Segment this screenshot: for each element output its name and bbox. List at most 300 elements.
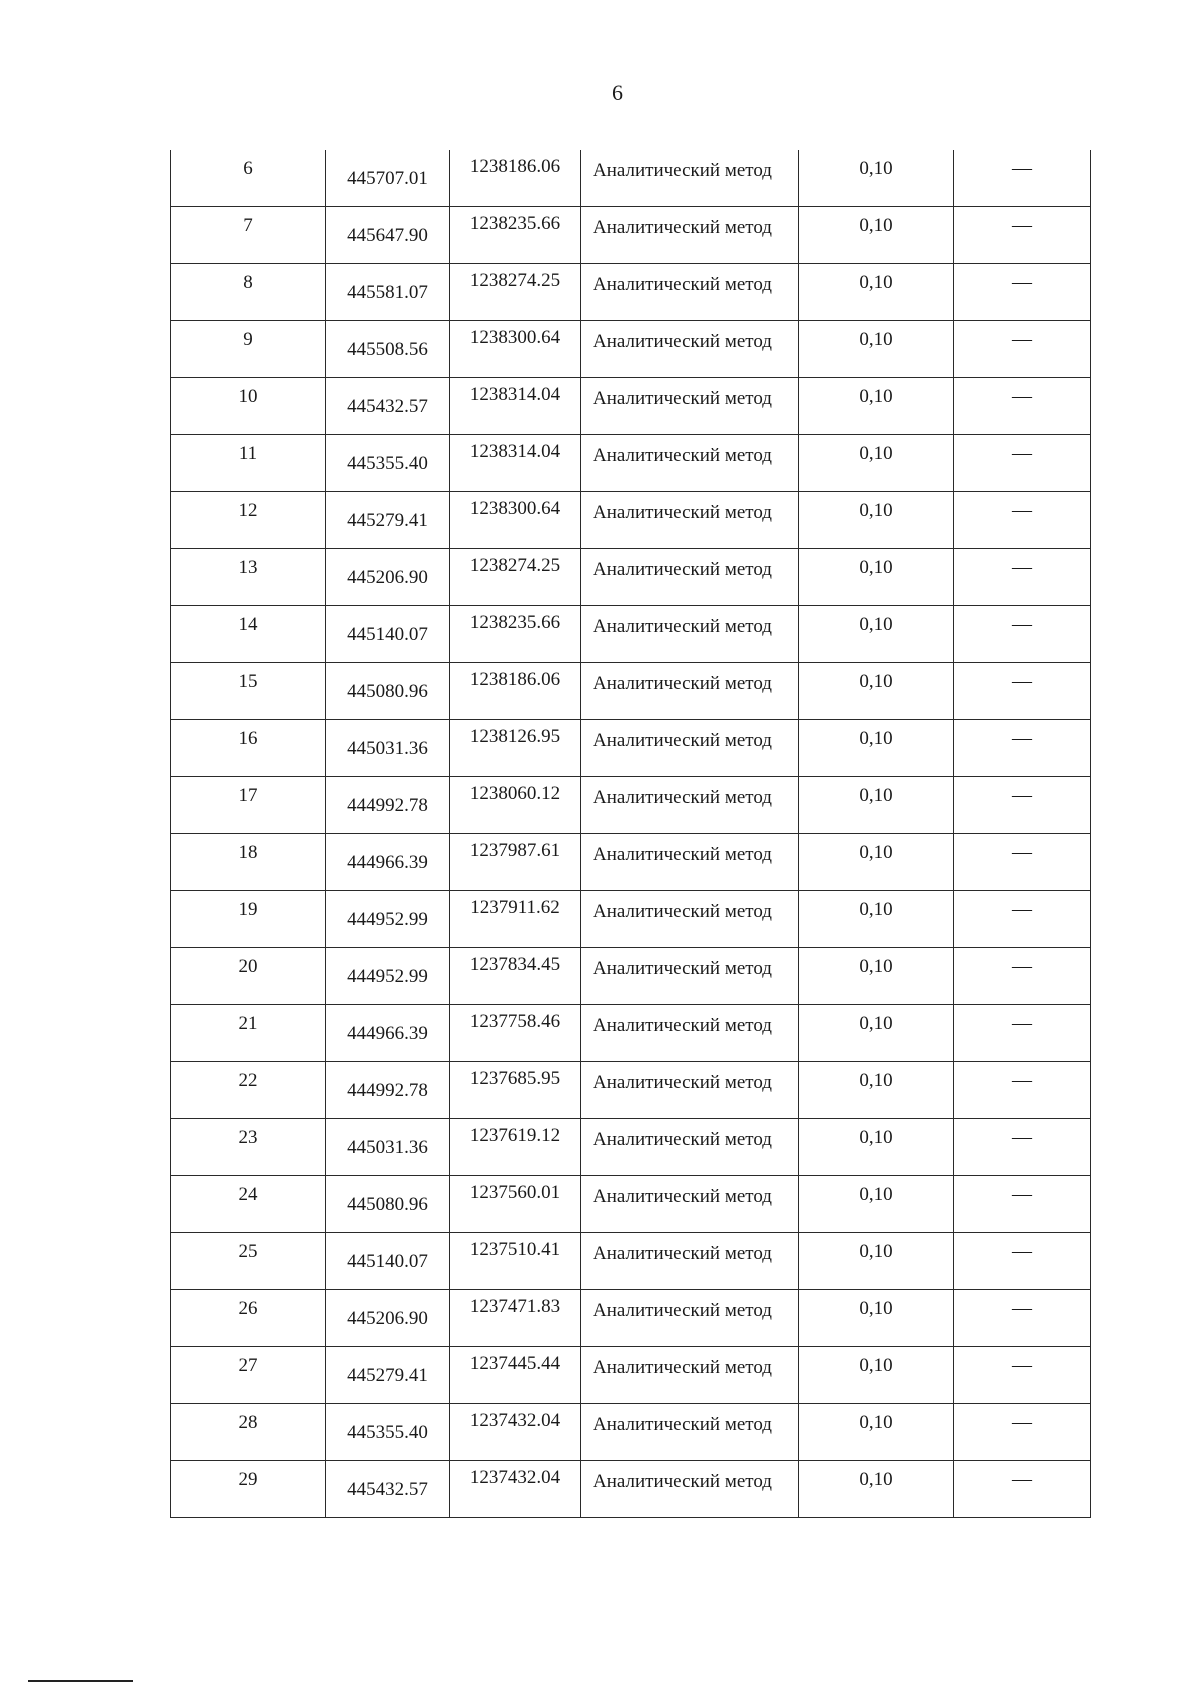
note-cell-text: — (1012, 1240, 1032, 1262)
table-row (171, 777, 1091, 834)
coordinate-y-cell-text: 1238274.25 (469, 270, 561, 291)
accuracy-cell (799, 378, 954, 435)
point-number-cell-text: 13 (238, 557, 258, 578)
note-cell-text: — (1012, 385, 1032, 407)
footer-divider (28, 1680, 133, 1682)
note-cell (954, 264, 1091, 321)
coordinate-x-cell-text: 445080.96 (347, 681, 428, 702)
method-cell (581, 321, 799, 378)
method-cell-text: Аналитический метод (593, 958, 772, 979)
accuracy-cell-text: 0,10 (859, 443, 893, 464)
note-cell (954, 1461, 1091, 1518)
note-cell-text: — (1012, 841, 1032, 863)
point-number-cell-text: 11 (238, 443, 258, 464)
point-number-cell (171, 606, 326, 663)
coordinate-x-cell (326, 1119, 450, 1176)
note-cell-text: — (1012, 1012, 1032, 1034)
method-cell (581, 777, 799, 834)
coordinate-x-cell-text: 445355.40 (347, 1422, 428, 1443)
note-cell (954, 435, 1091, 492)
method-cell-text: Аналитический метод (593, 217, 772, 238)
method-cell-text: Аналитический метод (593, 502, 772, 523)
accuracy-cell-text: 0,10 (859, 1298, 893, 1319)
method-cell-text: Аналитический метод (593, 1243, 772, 1264)
coordinate-x-cell (326, 1461, 450, 1518)
accuracy-cell (799, 720, 954, 777)
point-number-cell-text: 10 (238, 386, 258, 407)
note-cell-text: — (1012, 442, 1032, 464)
accuracy-cell (799, 1404, 954, 1461)
method-cell (581, 1062, 799, 1119)
method-cell-text: Аналитический метод (593, 1471, 772, 1492)
accuracy-cell (799, 492, 954, 549)
coordinate-y-cell-text: 1238186.06 (469, 156, 561, 177)
coordinate-x-cell-text: 445647.90 (347, 225, 428, 246)
method-cell (581, 264, 799, 321)
method-cell-text: Аналитический метод (593, 160, 772, 181)
point-number-cell-text: 21 (238, 1013, 258, 1034)
coordinate-x-cell (326, 492, 450, 549)
method-cell-text: Аналитический метод (593, 1414, 772, 1435)
note-cell-text: — (1012, 727, 1032, 749)
point-number-cell (171, 207, 326, 264)
point-number-cell (171, 378, 326, 435)
note-cell (954, 150, 1091, 207)
method-cell (581, 891, 799, 948)
note-cell (954, 1290, 1091, 1347)
accuracy-cell (799, 207, 954, 264)
coordinate-y-cell-text: 1238235.66 (469, 612, 561, 633)
point-number-cell-text: 23 (238, 1127, 258, 1148)
table-row (171, 378, 1091, 435)
method-cell (581, 1461, 799, 1518)
accuracy-cell (799, 891, 954, 948)
point-number-cell-text: 6 (243, 158, 253, 179)
accuracy-cell (799, 1233, 954, 1290)
coordinate-y-cell (450, 1404, 581, 1461)
accuracy-cell-text: 0,10 (859, 1412, 893, 1433)
accuracy-cell-text: 0,10 (859, 272, 893, 293)
coordinate-y-cell-text: 1237445.44 (469, 1353, 561, 1374)
coordinate-x-cell (326, 1062, 450, 1119)
coordinate-y-cell-text: 1237471.83 (469, 1296, 561, 1317)
note-cell (954, 606, 1091, 663)
method-cell (581, 606, 799, 663)
note-cell (954, 720, 1091, 777)
note-cell-text: — (1012, 1183, 1032, 1205)
point-number-cell (171, 264, 326, 321)
coordinate-y-cell (450, 1290, 581, 1347)
coordinate-x-cell (326, 150, 450, 207)
method-cell (581, 720, 799, 777)
coordinate-x-cell-text: 445140.07 (347, 1251, 428, 1272)
note-cell (954, 1233, 1091, 1290)
coordinate-x-cell-text: 444992.78 (347, 795, 428, 816)
coordinate-x-cell-text: 444992.78 (347, 1080, 428, 1101)
table-row (171, 1233, 1091, 1290)
coordinate-x-cell (326, 663, 450, 720)
accuracy-cell (799, 777, 954, 834)
table-row (171, 1005, 1091, 1062)
table-row (171, 321, 1091, 378)
method-cell-text: Аналитический метод (593, 730, 772, 751)
accuracy-cell-text: 0,10 (859, 728, 893, 749)
coordinate-x-cell-text: 444952.99 (347, 909, 428, 930)
coordinate-y-cell (450, 207, 581, 264)
coordinate-y-cell-text: 1237432.04 (469, 1410, 561, 1431)
coordinate-x-cell-text: 444952.99 (347, 966, 428, 987)
accuracy-cell-text: 0,10 (859, 899, 893, 920)
accuracy-cell (799, 1176, 954, 1233)
coordinate-x-cell (326, 378, 450, 435)
table-row (171, 663, 1091, 720)
coordinate-y-cell-text: 1238235.66 (469, 213, 561, 234)
accuracy-cell (799, 549, 954, 606)
method-cell (581, 492, 799, 549)
point-number-cell (171, 321, 326, 378)
method-cell (581, 1005, 799, 1062)
method-cell (581, 435, 799, 492)
coordinate-x-cell (326, 720, 450, 777)
coordinates-table-body (171, 150, 1091, 1518)
note-cell (954, 1347, 1091, 1404)
coordinate-y-cell (450, 1062, 581, 1119)
accuracy-cell (799, 1119, 954, 1176)
method-cell-text: Аналитический метод (593, 388, 772, 409)
point-number-cell (171, 777, 326, 834)
coordinate-y-cell (450, 1176, 581, 1233)
table-row (171, 948, 1091, 1005)
note-cell-text: — (1012, 499, 1032, 521)
table-row (171, 1461, 1091, 1518)
point-number-cell-text: 26 (238, 1298, 258, 1319)
method-cell (581, 1404, 799, 1461)
method-cell (581, 1176, 799, 1233)
point-number-cell-text: 22 (238, 1070, 258, 1091)
note-cell (954, 1176, 1091, 1233)
method-cell (581, 150, 799, 207)
coordinate-y-cell (450, 378, 581, 435)
point-number-cell (171, 948, 326, 1005)
accuracy-cell (799, 606, 954, 663)
coordinate-y-cell (450, 321, 581, 378)
method-cell-text: Аналитический метод (593, 1129, 772, 1150)
point-number-cell (171, 663, 326, 720)
coordinate-x-cell-text: 445080.96 (347, 1194, 428, 1215)
coordinate-x-cell (326, 435, 450, 492)
coordinate-y-cell (450, 777, 581, 834)
table-row (171, 1062, 1091, 1119)
coordinate-y-cell (450, 891, 581, 948)
coordinate-y-cell-text: 1238126.95 (469, 726, 561, 747)
note-cell (954, 834, 1091, 891)
point-number-cell (171, 1233, 326, 1290)
accuracy-cell (799, 1347, 954, 1404)
coordinate-x-cell-text: 445508.56 (347, 339, 428, 360)
method-cell-text: Аналитический метод (593, 787, 772, 808)
point-number-cell (171, 492, 326, 549)
note-cell-text: — (1012, 157, 1032, 179)
note-cell (954, 378, 1091, 435)
point-number-cell (171, 1404, 326, 1461)
note-cell (954, 1119, 1091, 1176)
table-row (171, 1176, 1091, 1233)
point-number-cell (171, 720, 326, 777)
accuracy-cell (799, 321, 954, 378)
note-cell (954, 948, 1091, 1005)
accuracy-cell (799, 435, 954, 492)
accuracy-cell-text: 0,10 (859, 215, 893, 236)
point-number-cell (171, 1005, 326, 1062)
coordinate-y-cell-text: 1238274.25 (469, 555, 561, 576)
note-cell-text: — (1012, 1297, 1032, 1319)
note-cell-text: — (1012, 1411, 1032, 1433)
accuracy-cell-text: 0,10 (859, 956, 893, 977)
coordinate-x-cell (326, 264, 450, 321)
coordinate-y-cell-text: 1238314.04 (469, 441, 561, 462)
point-number-cell-text: 16 (238, 728, 258, 749)
coordinate-y-cell (450, 606, 581, 663)
coordinate-y-cell (450, 435, 581, 492)
coordinate-y-cell-text: 1237758.46 (469, 1011, 561, 1032)
note-cell-text: — (1012, 670, 1032, 692)
coordinate-x-cell (326, 606, 450, 663)
method-cell-text: Аналитический метод (593, 844, 772, 865)
method-cell (581, 834, 799, 891)
method-cell (581, 1233, 799, 1290)
coordinate-y-cell (450, 1233, 581, 1290)
table-row (171, 834, 1091, 891)
note-cell-text: — (1012, 556, 1032, 578)
point-number-cell-text: 18 (238, 842, 258, 863)
accuracy-cell-text: 0,10 (859, 1070, 893, 1091)
note-cell-text: — (1012, 613, 1032, 635)
coordinate-x-cell (326, 1290, 450, 1347)
point-number-cell (171, 1176, 326, 1233)
method-cell-text: Аналитический метод (593, 445, 772, 466)
accuracy-cell (799, 1290, 954, 1347)
accuracy-cell-text: 0,10 (859, 500, 893, 521)
coordinate-x-cell-text: 445707.01 (347, 168, 428, 189)
coordinate-x-cell-text: 444966.39 (347, 1023, 428, 1044)
accuracy-cell (799, 150, 954, 207)
note-cell-text: — (1012, 784, 1032, 806)
table-row (171, 435, 1091, 492)
method-cell-text: Аналитический метод (593, 673, 772, 694)
table-row (171, 891, 1091, 948)
method-cell-text: Аналитический метод (593, 901, 772, 922)
method-cell (581, 378, 799, 435)
coordinate-y-cell-text: 1237685.95 (469, 1068, 561, 1089)
coordinates-table (170, 150, 1091, 1518)
accuracy-cell (799, 948, 954, 1005)
table-row (171, 606, 1091, 663)
point-number-cell-text: 25 (238, 1241, 258, 1262)
coordinate-y-cell (450, 492, 581, 549)
accuracy-cell (799, 1062, 954, 1119)
method-cell (581, 948, 799, 1005)
accuracy-cell (799, 1461, 954, 1518)
note-cell (954, 492, 1091, 549)
point-number-cell-text: 28 (238, 1412, 258, 1433)
coordinate-y-cell (450, 1119, 581, 1176)
coordinate-x-cell-text: 445432.57 (347, 1479, 428, 1500)
point-number-cell-text: 20 (238, 956, 258, 977)
coordinate-x-cell (326, 1404, 450, 1461)
point-number-cell (171, 891, 326, 948)
coordinate-x-cell (326, 1005, 450, 1062)
coordinate-y-cell (450, 264, 581, 321)
coordinate-y-cell-text: 1237834.45 (469, 954, 561, 975)
note-cell-text: — (1012, 328, 1032, 350)
point-number-cell (171, 834, 326, 891)
point-number-cell (171, 435, 326, 492)
accuracy-cell-text: 0,10 (859, 386, 893, 407)
point-number-cell-text: 15 (238, 671, 258, 692)
coordinate-x-cell-text: 445355.40 (347, 453, 428, 474)
table-row (171, 1290, 1091, 1347)
coordinate-y-cell-text: 1237510.41 (469, 1239, 561, 1260)
coordinate-y-cell-text: 1237560.01 (469, 1182, 561, 1203)
coordinate-y-cell-text: 1237432.04 (469, 1467, 561, 1488)
coordinate-x-cell (326, 321, 450, 378)
note-cell (954, 321, 1091, 378)
method-cell-text: Аналитический метод (593, 1015, 772, 1036)
accuracy-cell (799, 663, 954, 720)
note-cell (954, 207, 1091, 264)
table-row (171, 264, 1091, 321)
method-cell-text: Аналитический метод (593, 1300, 772, 1321)
coordinate-x-cell-text: 444966.39 (347, 852, 428, 873)
coordinate-y-cell-text: 1237911.62 (470, 897, 560, 918)
coordinate-x-cell (326, 1176, 450, 1233)
method-cell (581, 1290, 799, 1347)
coordinate-x-cell-text: 445140.07 (347, 624, 428, 645)
page-number: 6 (612, 80, 623, 105)
table-row (171, 1119, 1091, 1176)
note-cell-text: — (1012, 1354, 1032, 1376)
method-cell (581, 549, 799, 606)
table-row (171, 549, 1091, 606)
coordinate-y-cell (450, 1005, 581, 1062)
accuracy-cell (799, 264, 954, 321)
point-number-cell (171, 1062, 326, 1119)
note-cell-text: — (1012, 1468, 1032, 1490)
coordinate-y-cell (450, 663, 581, 720)
coordinate-x-cell-text: 445581.07 (347, 282, 428, 303)
coordinate-y-cell-text: 1237619.12 (469, 1125, 561, 1146)
point-number-cell-text: 9 (243, 329, 253, 350)
coordinate-x-cell-text: 445279.41 (347, 1365, 428, 1386)
point-number-cell-text: 14 (238, 614, 258, 635)
table-row (171, 207, 1091, 264)
point-number-cell-text: 24 (238, 1184, 258, 1205)
note-cell (954, 549, 1091, 606)
method-cell (581, 1119, 799, 1176)
method-cell-text: Аналитический метод (593, 1072, 772, 1093)
coordinate-y-cell (450, 1461, 581, 1518)
note-cell (954, 777, 1091, 834)
note-cell-text: — (1012, 1126, 1032, 1148)
accuracy-cell (799, 1005, 954, 1062)
coordinate-y-cell (450, 834, 581, 891)
coordinate-y-cell-text: 1238314.04 (469, 384, 561, 405)
point-number-cell (171, 1119, 326, 1176)
note-cell (954, 891, 1091, 948)
note-cell-text: — (1012, 271, 1032, 293)
method-cell-text: Аналитический метод (593, 616, 772, 637)
note-cell-text: — (1012, 898, 1032, 920)
coordinate-x-cell (326, 777, 450, 834)
note-cell-text: — (1012, 955, 1032, 977)
accuracy-cell-text: 0,10 (859, 671, 893, 692)
note-cell (954, 663, 1091, 720)
point-number-cell-text: 19 (238, 899, 258, 920)
note-cell (954, 1404, 1091, 1461)
accuracy-cell-text: 0,10 (859, 329, 893, 350)
method-cell (581, 207, 799, 264)
point-number-cell-text: 7 (243, 215, 253, 236)
table-row (171, 1404, 1091, 1461)
point-number-cell-text: 8 (243, 272, 253, 293)
note-cell-text: — (1012, 1069, 1032, 1091)
table-row (171, 150, 1091, 207)
coordinate-x-cell-text: 445206.90 (347, 567, 428, 588)
coordinate-x-cell (326, 948, 450, 1005)
coordinate-y-cell-text: 1238300.64 (469, 498, 561, 519)
accuracy-cell-text: 0,10 (859, 785, 893, 806)
coordinate-y-cell (450, 1347, 581, 1404)
note-cell-text: — (1012, 214, 1032, 236)
coordinate-y-cell (450, 549, 581, 606)
coordinate-y-cell-text: 1238300.64 (469, 327, 561, 348)
method-cell-text: Аналитический метод (593, 331, 772, 352)
accuracy-cell-text: 0,10 (859, 842, 893, 863)
coordinate-y-cell-text: 1237987.61 (469, 840, 561, 861)
method-cell (581, 1347, 799, 1404)
coordinate-x-cell-text: 445432.57 (347, 396, 428, 417)
coordinate-x-cell (326, 891, 450, 948)
note-cell (954, 1062, 1091, 1119)
point-number-cell (171, 1290, 326, 1347)
coordinate-y-cell (450, 720, 581, 777)
accuracy-cell-text: 0,10 (859, 614, 893, 635)
point-number-cell-text: 12 (238, 500, 258, 521)
point-number-cell (171, 150, 326, 207)
method-cell-text: Аналитический метод (593, 1186, 772, 1207)
method-cell-text: Аналитический метод (593, 559, 772, 580)
coordinate-x-cell-text: 445279.41 (347, 510, 428, 531)
accuracy-cell-text: 0,10 (859, 1469, 893, 1490)
accuracy-cell-text: 0,10 (859, 1355, 893, 1376)
coordinate-x-cell (326, 207, 450, 264)
coordinate-x-cell-text: 445206.90 (347, 1308, 428, 1329)
coordinate-x-cell-text: 445031.36 (347, 738, 428, 759)
point-number-cell (171, 549, 326, 606)
method-cell (581, 663, 799, 720)
point-number-cell (171, 1461, 326, 1518)
table-row (171, 1347, 1091, 1404)
coordinate-x-cell-text: 445031.36 (347, 1137, 428, 1158)
table-row (171, 492, 1091, 549)
accuracy-cell-text: 0,10 (859, 557, 893, 578)
accuracy-cell-text: 0,10 (859, 1184, 893, 1205)
method-cell-text: Аналитический метод (593, 274, 772, 295)
coordinate-y-cell-text: 1238186.06 (469, 669, 561, 690)
accuracy-cell-text: 0,10 (859, 158, 893, 179)
point-number-cell (171, 1347, 326, 1404)
point-number-cell-text: 17 (238, 785, 258, 806)
